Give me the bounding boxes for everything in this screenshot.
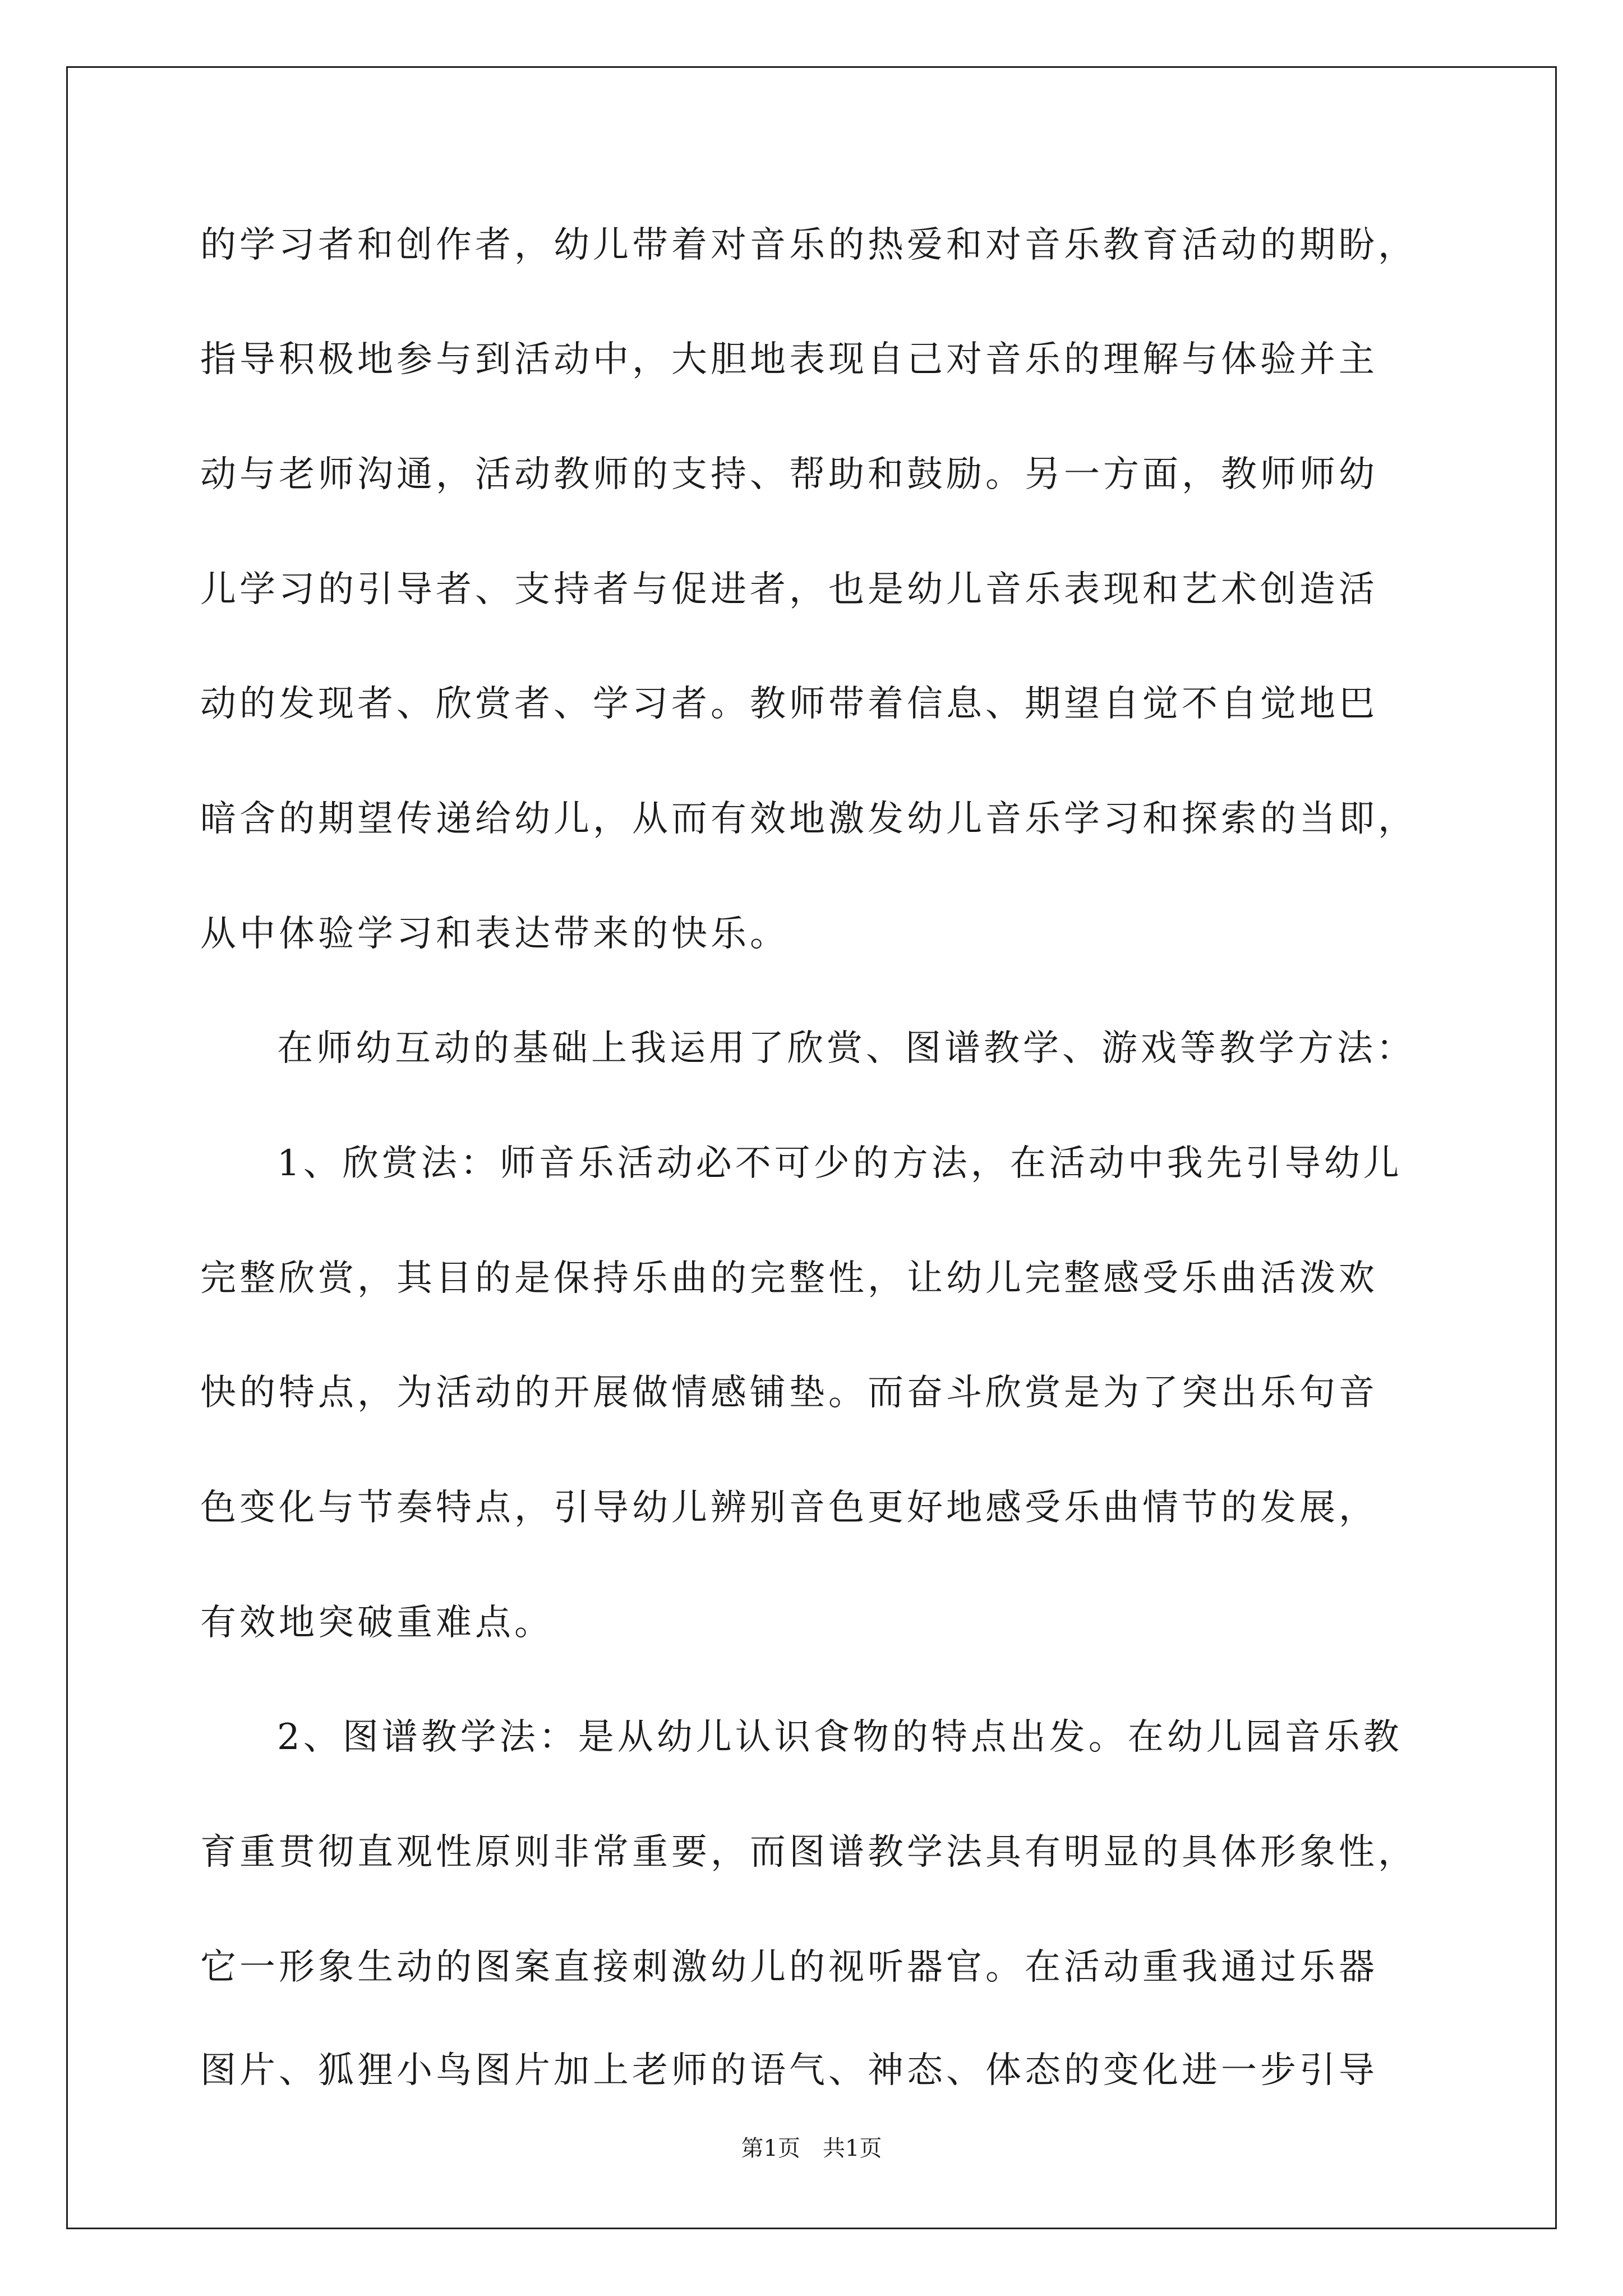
body-line: 有效地突破重难点。 [200,1602,554,1644]
body-line: 动的发现者、欣赏者、学习者。教师带着信息、期望自觉不自觉地巴 [200,683,1378,725]
paragraph-start-line: 1、欣赏法：师音乐活动必不可少的方法，在活动中我先引导幼儿 [277,1143,1403,1184]
body-line: 的学习者和创作者，幼儿带着对音乐的热爱和对音乐教育活动的期盼， [200,224,1417,266]
page-number: 第1页 共1页 [741,2136,882,2161]
body-line: 它一形象生动的图案直接刺激幼儿的视听器官。在活动重我通过乐器 [200,1947,1378,1988]
body-line: 色变化与节奏特点，引导幼儿辨别音色更好地感受乐曲情节的发展， [200,1487,1378,1529]
paragraph-start-line: 2、图谱教学法：是从幼儿认识食物的特点出发。在幼儿园音乐教 [277,1717,1403,1758]
body-line: 育重贯彻直观性原则非常重要，而图谱教学法具有明显的具体形象性， [200,1832,1417,1873]
body-line: 从中体验学习和表达带来的快乐。 [200,913,789,955]
body-line: 儿学习的引导者、支持者与促进者，也是幼儿音乐表现和艺术创造活 [200,569,1378,610]
body-line: 动与老师沟通，活动教师的支持、帮助和鼓励。另一方面，教师师幼 [200,454,1378,495]
body-line: 指导积极地参与到活动中，大胆地表现自己对音乐的理解与体验并主 [200,339,1378,380]
paragraph-start-line: 在师幼互动的基础上我运用了欣赏、图谱教学、游戏等教学方法： [277,1028,1415,1069]
body-line: 快的特点，为活动的开展做情感铺垫。而奋斗欣赏是为了突出乐句音 [200,1372,1378,1414]
body-line: 完整欣赏，其目的是保持乐曲的完整性，让幼儿完整感受乐曲活泼欢 [200,1258,1378,1299]
body-line: 图片、狐狸小鸟图片加上老师的语气、神态、体态的变化进一步引导 [200,2050,1378,2091]
body-line: 暗含的期望传递给幼儿，从而有效地激发幼儿音乐学习和探索的当即， [200,798,1417,840]
